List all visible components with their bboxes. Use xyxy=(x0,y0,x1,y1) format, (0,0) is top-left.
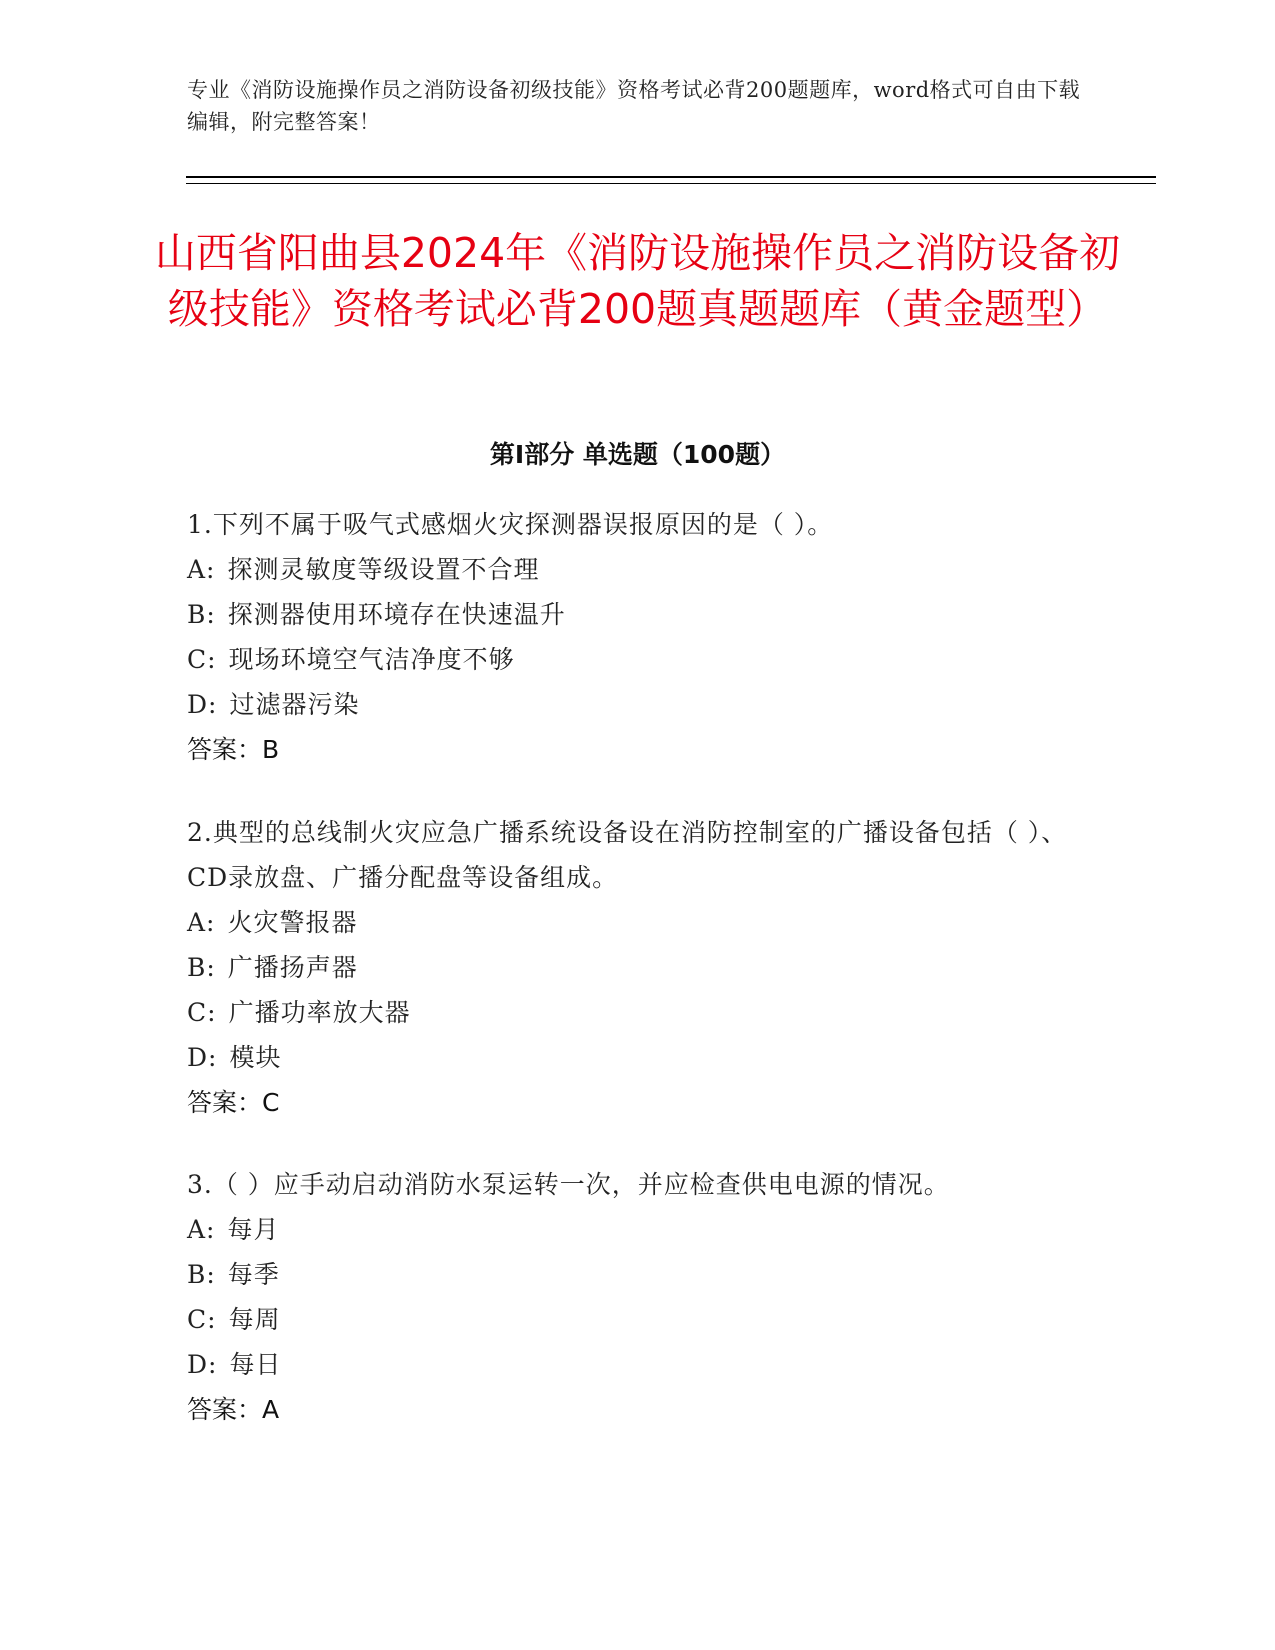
option-a xyxy=(187,1207,1087,1252)
option-text: 模块 xyxy=(229,1043,282,1072)
option-label: B: xyxy=(187,1260,216,1289)
option-text: 现场环境空气洁净度不够 xyxy=(228,645,515,674)
option-c xyxy=(187,637,1087,682)
option-c xyxy=(187,1297,1087,1342)
option-a xyxy=(187,547,1087,592)
option-label: A: xyxy=(187,1215,216,1244)
answer: 答案：B xyxy=(187,735,280,764)
option-label: B: xyxy=(187,953,216,982)
option-a xyxy=(187,900,1087,945)
option-c xyxy=(187,990,1087,1035)
question-3 xyxy=(187,1162,1087,1432)
option-label: D: xyxy=(187,1043,218,1072)
option-text: 广播扬声器 xyxy=(227,953,358,982)
option-label: D: xyxy=(187,1350,218,1379)
header-note: 专业《消防设施操作员之消防设备初级技能》资格考试必背200题题库，word格式可自由下载编辑，附完整答案！ xyxy=(187,78,1081,134)
header-rule-thin xyxy=(186,183,1156,184)
option-text: 火灾警报器 xyxy=(227,908,358,937)
option-label: A: xyxy=(187,555,216,584)
option-d xyxy=(187,1342,1087,1387)
option-text: 探测灵敏度等级设置不合理 xyxy=(227,555,540,584)
question-1 xyxy=(187,502,1087,772)
answer: 答案：A xyxy=(187,1395,280,1424)
option-text: 每日 xyxy=(229,1350,282,1379)
option-label: B: xyxy=(187,600,216,629)
option-label: C: xyxy=(187,645,217,674)
option-label: D: xyxy=(187,690,218,719)
option-text: 每季 xyxy=(227,1260,280,1289)
option-b xyxy=(187,592,1087,637)
option-d xyxy=(187,682,1087,727)
question-2 xyxy=(187,810,1087,1125)
option-label: A: xyxy=(187,908,216,937)
option-text: 探测器使用环境存在快速温升 xyxy=(227,600,566,629)
option-b xyxy=(187,1252,1087,1297)
option-text: 每月 xyxy=(227,1215,280,1244)
option-label: C: xyxy=(187,998,217,1027)
option-text: 广播功率放大器 xyxy=(228,998,411,1027)
header-rule-thick xyxy=(186,176,1156,178)
question-stem: 2.典型的总线制火灾应急广播系统设备设在消防控制室的广播设备包括（ ）、CD录放盘、广播分配盘等设备组成。 xyxy=(187,818,1068,892)
document-title: 山西省阳曲县2024年《消防设施操作员之消防设备初级技能》资格考试必背200题真题题库（黄金题型） xyxy=(154,229,1121,333)
answer: 答案：C xyxy=(187,1088,280,1117)
question-stem: 1.下列不属于吸气式感烟火灾探测器误报原因的是（ ）。 xyxy=(187,510,834,539)
question-stem: 3.（ ）应手动启动消防水泵运转一次，并应检查供电电源的情况。 xyxy=(187,1170,950,1199)
option-text: 过滤器污染 xyxy=(229,690,360,719)
option-d xyxy=(187,1035,1087,1080)
section-title: 第Ⅰ部分 单选题（100题） xyxy=(489,440,786,469)
option-label: C: xyxy=(187,1305,217,1334)
option-b xyxy=(187,945,1087,990)
option-text: 每周 xyxy=(228,1305,281,1334)
